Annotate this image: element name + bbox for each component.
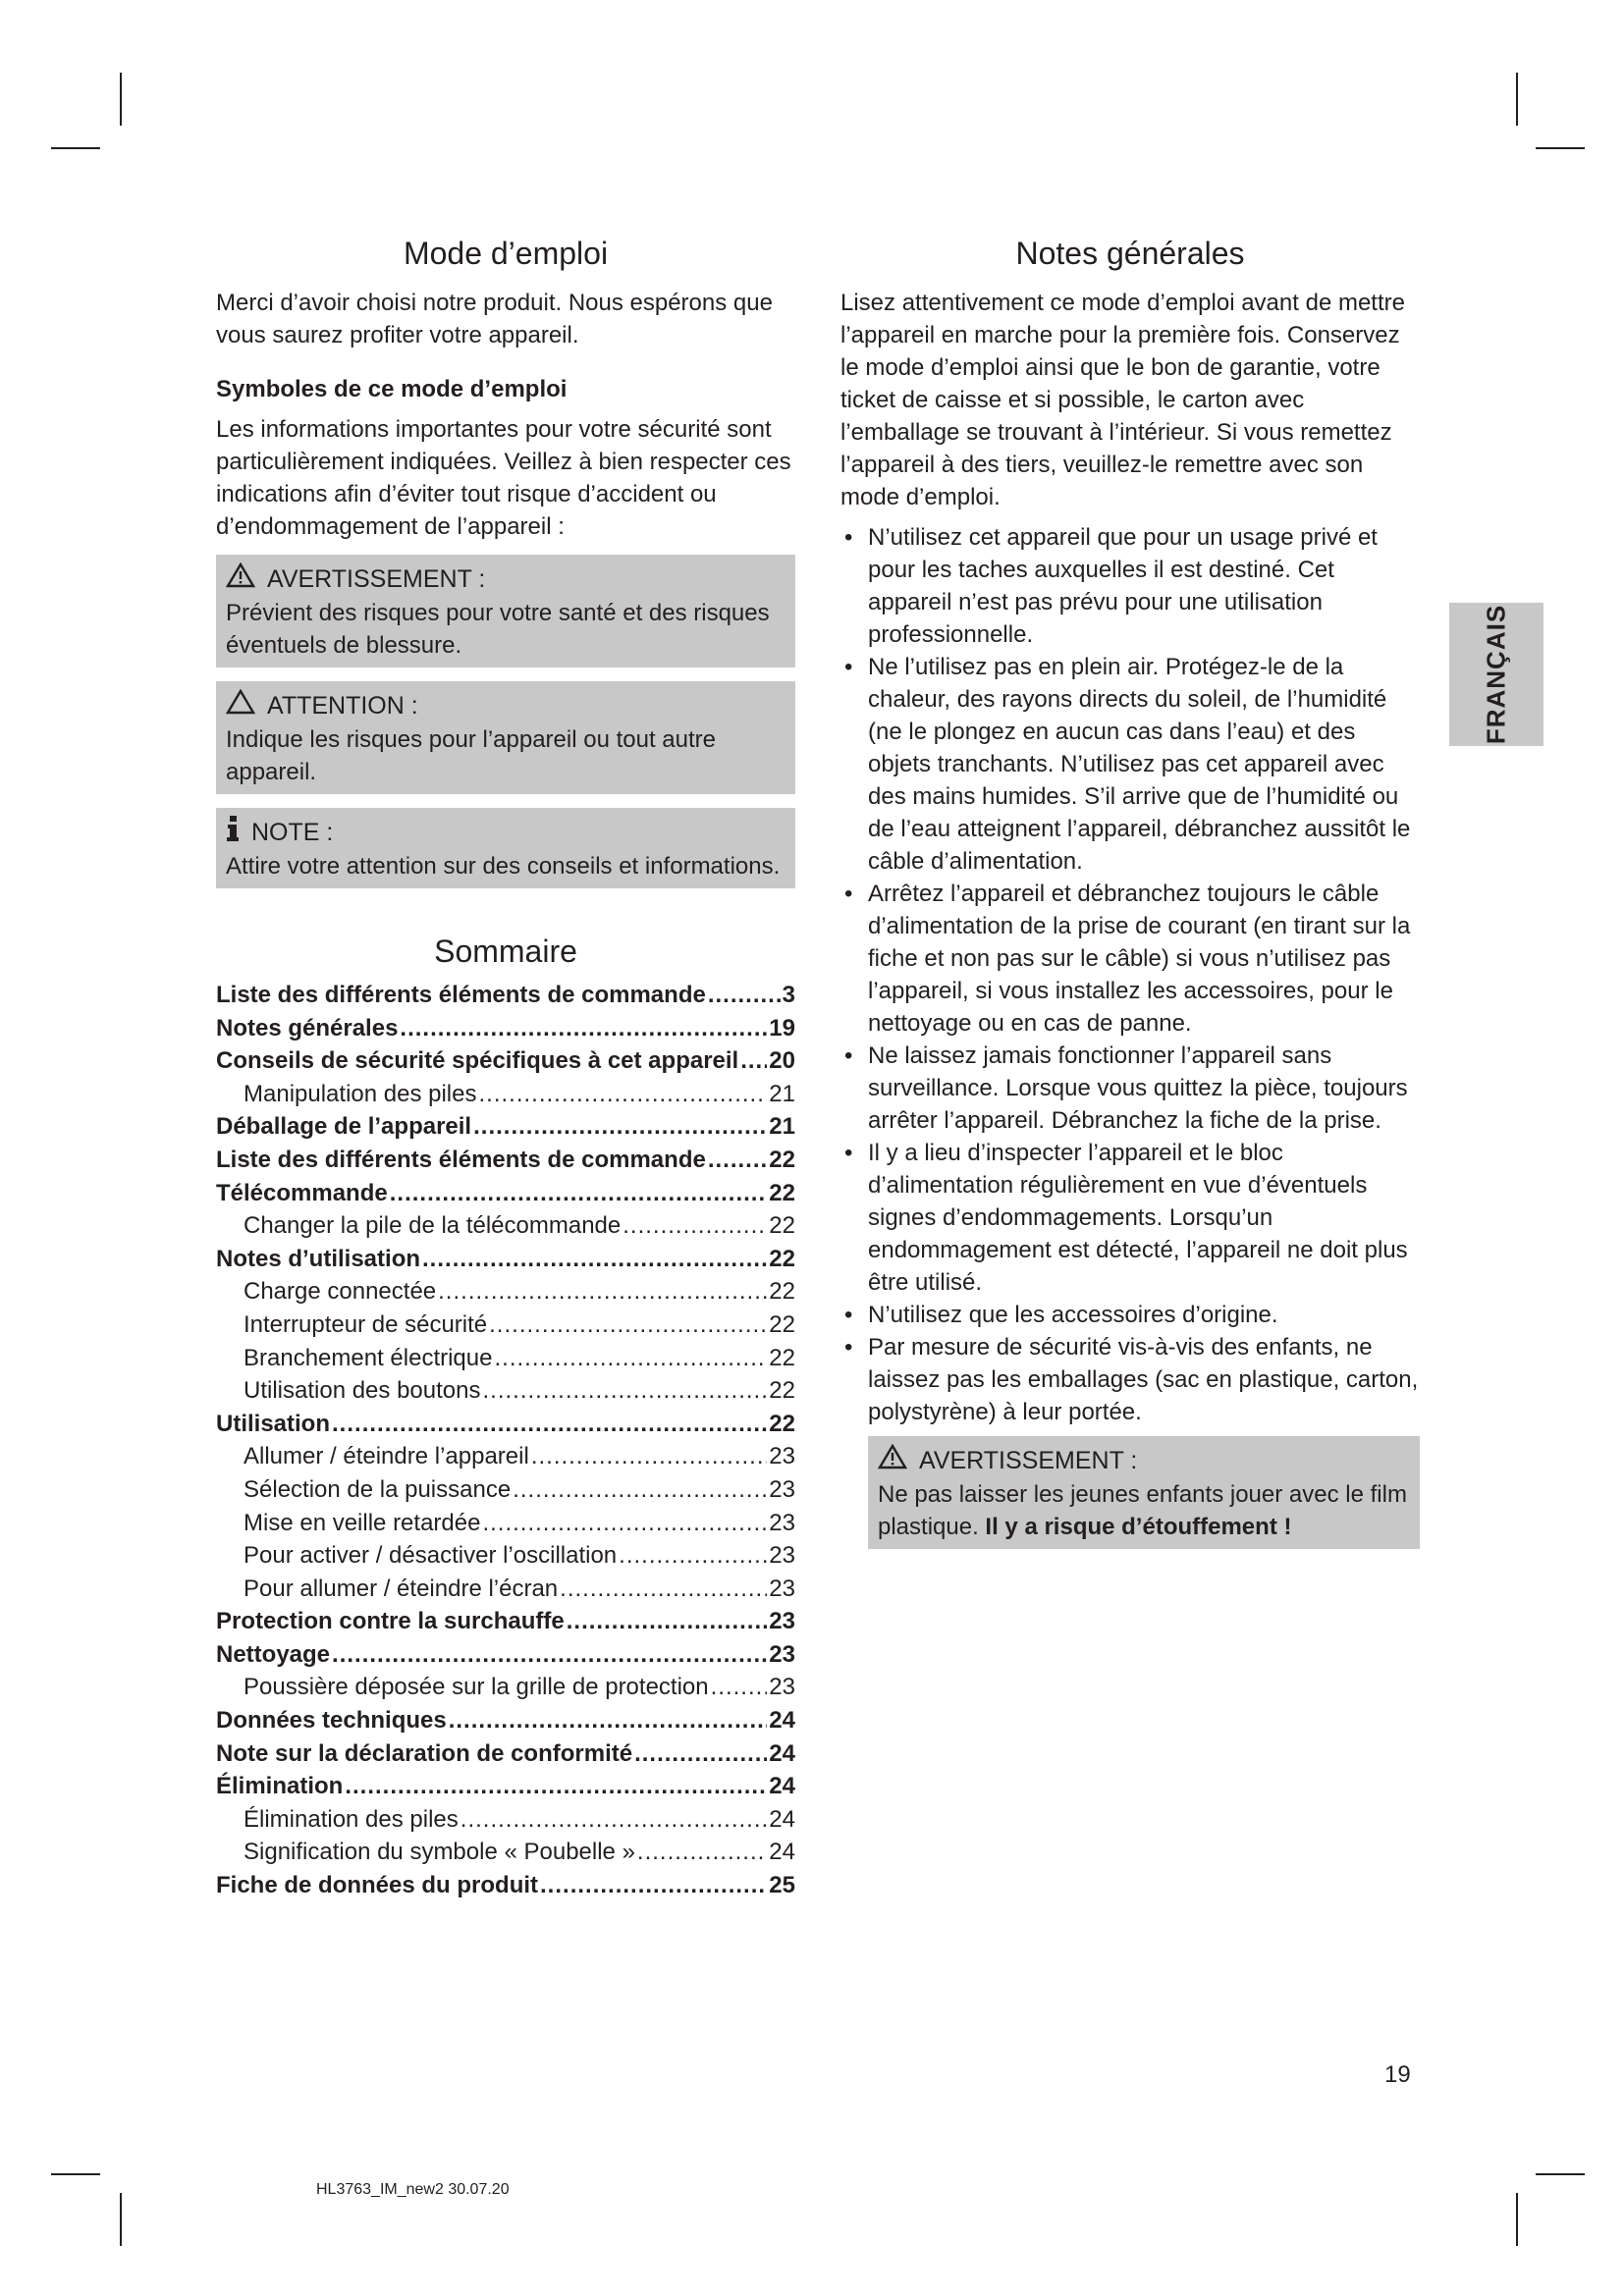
- toc-entry: [216, 1836, 795, 1869]
- toc-entry-page: 3: [782, 982, 795, 1008]
- list-item: • Ne laissez jamais fonctionner l’appareil sans surveillance. Lorsque vous quittez la pièce, toujours arrêter l’appareil. Débranchez la fiche de la prise.: [840, 1040, 1420, 1137]
- warning-triangle-icon: [226, 562, 255, 597]
- warning-label: AVERTISSEMENT :: [267, 565, 486, 593]
- toc-entry: [216, 1177, 795, 1210]
- crop-mark: [1536, 147, 1585, 149]
- caution-triangle-icon: [226, 689, 255, 723]
- toc-entry-label: Fiche de données du produit: [216, 1872, 539, 1899]
- page-number: 19: [1384, 2061, 1411, 2088]
- toc-entry-label: Manipulation des piles: [244, 1080, 477, 1107]
- toc-leader-dots: [619, 1539, 767, 1573]
- toc-leader-dots: [711, 1671, 768, 1704]
- attention-box: [216, 681, 795, 794]
- toc-entry-page: 20: [769, 1047, 795, 1075]
- language-label: FRANÇAIS: [1481, 604, 1511, 745]
- crop-mark: [1516, 73, 1518, 126]
- crop-mark: [51, 2173, 100, 2175]
- warning-triangle-icon: [878, 1444, 907, 1478]
- footer-file-code: HL3763_IM_new2 30.07.20: [316, 2181, 510, 2198]
- language-tab: [1449, 603, 1543, 746]
- child-warning-emphasis: Il y a risque d’étouffement !: [985, 1514, 1292, 1540]
- toc-entry-page: 23: [769, 1475, 795, 1503]
- toc-entry-label: Changer la pile de la télécommande: [244, 1212, 622, 1240]
- toc-entry-label: Sélection de la puissance: [244, 1475, 512, 1503]
- warning-text: Prévient des risques pour votre santé et des risques éventuels de blessure.: [226, 600, 770, 659]
- right-column: [840, 234, 1420, 1563]
- toc-leader-dots: [422, 1243, 767, 1276]
- toc-entry: [216, 1737, 795, 1771]
- toc-entry-label: Branchement électrique: [244, 1344, 493, 1371]
- toc-leader-dots: [482, 1374, 767, 1408]
- attention-text: Indique les risques pour l’appareil ou tout autre appareil.: [226, 726, 716, 785]
- toc-entry: [216, 1671, 795, 1704]
- toc-leader-dots: [708, 1144, 767, 1177]
- toc-entry-page: 23: [769, 1575, 795, 1602]
- sommaire-title: Sommaire: [434, 934, 577, 969]
- warning-box: [216, 555, 795, 667]
- toc-entry-page: 23: [769, 1443, 795, 1470]
- safety-bullet-list: [840, 521, 1420, 1428]
- toc-entry-label: Notes d’utilisation: [216, 1245, 421, 1272]
- toc-entry-page: 23: [769, 1640, 795, 1668]
- toc-entry: [216, 1770, 795, 1803]
- toc-entry-label: Interrupteur de sécurité: [244, 1310, 488, 1338]
- toc-leader-dots: [345, 1770, 767, 1803]
- toc-entry-label: Données techniques: [216, 1707, 447, 1735]
- crop-mark: [1516, 2193, 1518, 2246]
- notes-generales-title: Notes générales: [1015, 236, 1245, 271]
- toc-entry-page: 25: [769, 1872, 795, 1899]
- toc-entry-page: 22: [769, 1245, 795, 1272]
- toc-entry: [216, 1440, 795, 1473]
- toc-entry-page: 22: [769, 1179, 795, 1206]
- toc-entry-page: 23: [769, 1509, 795, 1536]
- toc-leader-dots: [531, 1440, 767, 1473]
- toc-entry-page: 23: [769, 1542, 795, 1570]
- toc-entry: [216, 1374, 795, 1408]
- toc-leader-dots: [708, 979, 781, 1012]
- toc-entry: [216, 1144, 795, 1177]
- toc-entry: [216, 1539, 795, 1573]
- info-icon: [226, 816, 240, 850]
- toc-entry: [216, 1803, 795, 1837]
- toc-leader-dots: [390, 1177, 768, 1210]
- note-text: Attire votre attention sur des conseils et informations.: [226, 853, 781, 880]
- toc-leader-dots: [540, 1869, 767, 1902]
- toc-leader-dots: [332, 1638, 767, 1672]
- toc-entry-label: Poussière déposée sur la grille de protection: [244, 1674, 709, 1701]
- toc-entry-page: 21: [769, 1080, 795, 1107]
- crop-mark: [120, 73, 122, 126]
- toc-leader-dots: [332, 1408, 767, 1441]
- toc-entry: [216, 1869, 795, 1902]
- toc-leader-dots: [449, 1704, 768, 1737]
- toc-entry-page: 22: [769, 1146, 795, 1173]
- toc-entry-label: Liste des différents éléments de commande: [216, 1146, 706, 1173]
- toc-leader-dots: [637, 1836, 767, 1869]
- toc-entry-page: 24: [769, 1805, 795, 1833]
- toc-entry-page: 22: [769, 1377, 795, 1405]
- toc-entry: [216, 1605, 795, 1638]
- toc-entry-page: 22: [769, 1278, 795, 1306]
- toc-leader-dots: [560, 1573, 767, 1606]
- toc-entry-label: Note sur la déclaration de conformité: [216, 1739, 633, 1767]
- toc-entry: [216, 1507, 795, 1540]
- toc-entry-label: Pour allumer / éteindre l’écran: [244, 1575, 559, 1602]
- toc-leader-dots: [478, 1078, 767, 1111]
- toc-entry-label: Pour activer / désactiver l’oscillation: [244, 1542, 618, 1570]
- toc-leader-dots: [460, 1803, 768, 1837]
- notes-intro: Lisez attentivement ce mode d’emploi avant de mettre l’appareil en marche pour la première fois. Conservez le mode d’emploi ainsi que le bon de garantie, votre ticket de caisse et si possible, le carton avec l’emballage se trouvant à l’intérieur. Si vous remettez l’appareil à des tiers, veuillez-le remettre avec son mode d’emploi.: [840, 290, 1405, 510]
- toc-leader-dots: [400, 1012, 767, 1045]
- list-item: • Il y a lieu d’inspecter l’appareil et le bloc d’alimentation régulièrement en vue d’éventuels signes d’endommagements. Lorsqu’un endommagement est détecté, l’appareil ne doit plus être utilisé.: [840, 1137, 1420, 1299]
- crop-mark: [120, 2193, 122, 2246]
- toc-entry: [216, 1209, 795, 1243]
- toc-entry-page: 24: [769, 1839, 795, 1866]
- list-item: • Par mesure de sécurité vis-à-vis des enfants, ne laissez pas les emballages (sac en plastique, carton, polystyrène) à leur portée.: [840, 1331, 1420, 1428]
- toc-entry: [216, 1308, 795, 1342]
- toc-leader-dots: [494, 1342, 767, 1375]
- crop-mark: [51, 147, 100, 149]
- toc-entry: [216, 1408, 795, 1441]
- toc-entry: [216, 1044, 795, 1078]
- toc-entry-page: 19: [769, 1014, 795, 1041]
- toc-entry-label: Liste des différents éléments de commande: [216, 982, 706, 1008]
- toc-entry: [216, 1243, 795, 1276]
- toc-entry: [216, 1078, 795, 1111]
- child-warning-text: [878, 1478, 1410, 1543]
- toc-entry-label: Télécommande: [216, 1179, 388, 1206]
- toc-leader-dots: [489, 1308, 767, 1342]
- toc-entry-label: Utilisation: [216, 1410, 331, 1437]
- toc-entry-label: Élimination des piles: [244, 1805, 459, 1833]
- toc-leader-dots: [513, 1473, 767, 1507]
- toc-entry-label: Nettoyage: [216, 1640, 331, 1668]
- toc-entry-label: Élimination: [216, 1773, 344, 1800]
- toc-leader-dots: [634, 1737, 767, 1771]
- list-item: • N’utilisez cet appareil que pour un usage privé et pour les taches auxquelles il est destiné. Cet appareil n’est pas prévu pour une utilisation professionnelle.: [840, 521, 1420, 651]
- toc-entry: [216, 1275, 795, 1308]
- toc-entry-page: 23: [769, 1608, 795, 1635]
- toc-entry: [216, 1573, 795, 1606]
- toc-entry-label: Déballage de l’appareil: [216, 1113, 472, 1141]
- list-item: • N’utilisez que les accessoires d’origine.: [840, 1299, 1420, 1331]
- toc-entry-page: 22: [769, 1410, 795, 1437]
- mode-emploi-title: Mode d’emploi: [403, 236, 609, 271]
- toc-entry: [216, 1110, 795, 1144]
- note-box: [216, 808, 795, 888]
- toc-entry-label: Utilisation des boutons: [244, 1377, 481, 1405]
- toc-entry-page: 24: [769, 1773, 795, 1800]
- toc-entry-label: Notes générales: [216, 1014, 399, 1041]
- toc-entry: [216, 1638, 795, 1672]
- toc-entry-page: 23: [769, 1674, 795, 1701]
- toc-entry-page: 22: [769, 1310, 795, 1338]
- toc-entry: [216, 1012, 795, 1045]
- toc-entry: [216, 1704, 795, 1737]
- child-warning-body: Ne pas laisser les jeunes enfants jouer avec le film plastique.: [878, 1481, 1407, 1540]
- toc-entry-label: Signification du symbole « Poubelle »: [244, 1839, 635, 1866]
- list-item: • Arrêtez l’appareil et débranchez toujours le câble d’alimentation de la prise de courant (en tirant sur la fiche et non pas sur le câble) si vous n’utilisez pas l’appareil, si vous installez les accessoires, pour le nettoyage ou en cas de panne.: [840, 878, 1420, 1040]
- child-warning-box: [868, 1436, 1420, 1549]
- toc-entry-page: 22: [769, 1212, 795, 1240]
- attention-label: ATTENTION :: [267, 692, 418, 720]
- toc-entry-label: Protection contre la surchauffe: [216, 1608, 565, 1635]
- toc-entry-label: Allumer / éteindre l’appareil: [244, 1443, 529, 1470]
- toc-leader-dots: [473, 1110, 767, 1144]
- symbols-text: Les informations importantes pour votre sécurité sont particulièrement indiquées. Veillez à bien respecter ces indications afin d’éviter tout risque d’accident ou d’endommagement de l’appareil :: [216, 416, 791, 540]
- toc-entry-page: 24: [769, 1739, 795, 1767]
- toc-entry-label: Mise en veille retardée: [244, 1509, 481, 1536]
- left-column: [216, 234, 795, 1902]
- toc-entry-page: 22: [769, 1344, 795, 1371]
- child-warning-label: AVERTISSEMENT :: [919, 1447, 1138, 1474]
- note-label: NOTE :: [251, 819, 334, 846]
- list-item: • Ne l’utilisez pas en plein air. Protégez-le de la chaleur, des rayons directs du soleil, de l’humidité (ne le plongez en aucun cas dans l’eau) et des objets tranchants. N’utilisez pas cet appareil avec des mains humides. S’il arrive que de l’humidité ou de l’eau atteignent l’appareil, débranchez aussitôt le câble d’alimentation.: [840, 651, 1420, 878]
- table-of-contents: [216, 979, 795, 1902]
- toc-entry: [216, 1342, 795, 1375]
- toc-entry-page: 24: [769, 1707, 795, 1735]
- toc-leader-dots: [567, 1605, 768, 1638]
- toc-leader-dots: [438, 1275, 767, 1308]
- toc-entry: [216, 979, 795, 1012]
- toc-leader-dots: [740, 1044, 767, 1078]
- crop-mark: [1536, 2173, 1585, 2175]
- toc-leader-dots: [482, 1507, 767, 1540]
- intro-text: Merci d’avoir choisi notre produit. Nous espérons que vous saurez profiter votre appareil.: [216, 290, 773, 348]
- symbols-heading: Symboles de ce mode d’emploi: [216, 376, 568, 402]
- toc-leader-dots: [623, 1209, 767, 1243]
- toc-entry-label: Charge connectée: [244, 1278, 437, 1306]
- toc-entry-page: 21: [769, 1113, 795, 1141]
- toc-entry: [216, 1473, 795, 1507]
- toc-entry-label: Conseils de sécurité spécifiques à cet appareil: [216, 1047, 739, 1075]
